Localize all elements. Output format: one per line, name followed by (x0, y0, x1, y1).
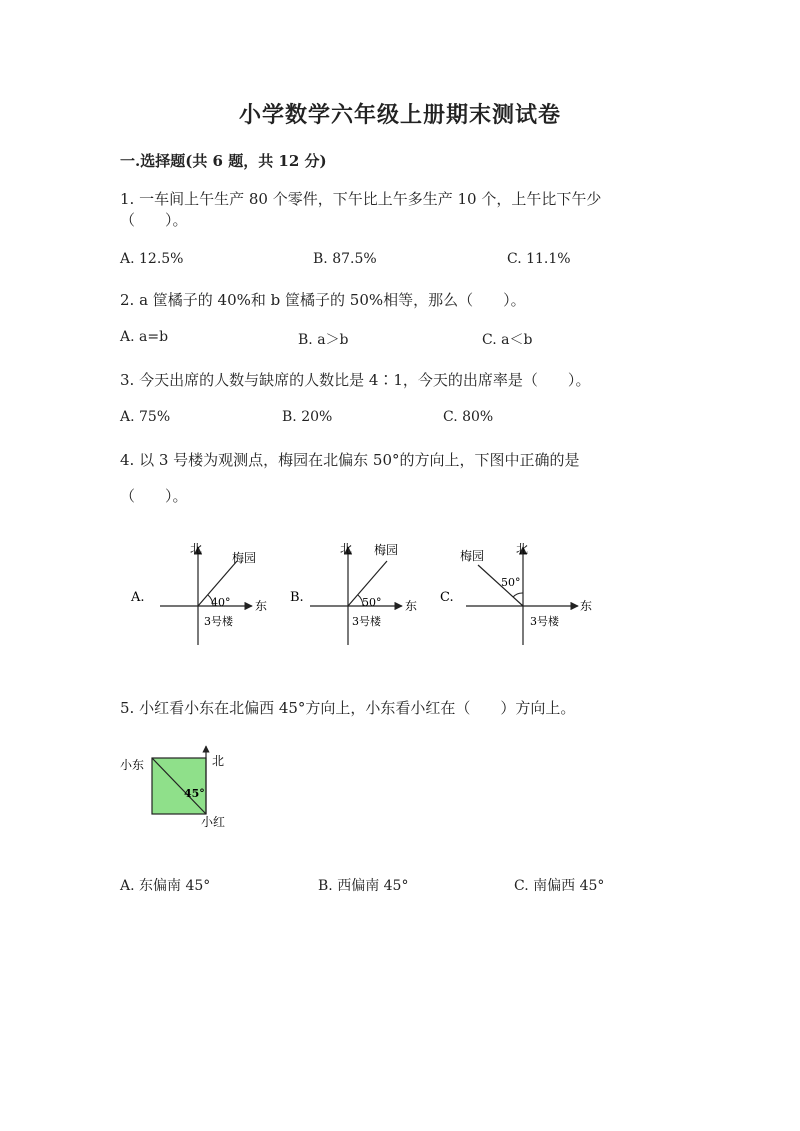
q3-option-b: B. 20% (282, 409, 333, 425)
question-1-text-cont: （ ）。 (120, 211, 188, 229)
question-3-text: 3. 今天出席的人数与缺席的人数比是 4∶1，今天的出席率是（ ）。 (120, 371, 591, 389)
diagram-a-label: A. (131, 590, 145, 605)
xiaohong-label: 小红 (201, 815, 226, 829)
section-heading: 一.选择题(共 6 题，共 12 分) (120, 152, 327, 170)
origin-label: 3号楼 (530, 615, 559, 628)
question-1-text: 1. 一车间上午生产 80 个零件，下午比上午多生产 10 个，上午比下午少 (120, 190, 602, 208)
east-label: 东 (580, 599, 593, 613)
diagram-a (130, 542, 267, 645)
q2-option-c: C. a＜b (482, 332, 533, 348)
target-label: 梅园 (232, 551, 257, 565)
question-2-text: 2. a 筐橘子的 40%和 b 筐橘子的 50%相等，那么（ ）。 (120, 291, 526, 309)
angle-label: 45° (184, 787, 205, 800)
question-4-text: 4. 以 3 号楼为观测点，梅园在北偏东 50°的方向上，下图中正确的是 (120, 451, 580, 469)
diagram-c (440, 542, 592, 645)
origin-label: 3号楼 (204, 615, 233, 628)
diagram-b (290, 542, 417, 645)
q1-option-c: C. 11.1% (507, 251, 571, 267)
angle-label: 50° (362, 596, 382, 609)
q5-option-c: C. 南偏西 45° (514, 878, 605, 894)
q5-diagram (118, 742, 243, 830)
north-label: 北 (340, 542, 353, 556)
target-label: 梅园 (374, 543, 399, 557)
angle-label: 50° (501, 576, 521, 589)
q1-option-b: B. 87.5% (313, 251, 377, 267)
angle-label: 40° (211, 596, 231, 609)
q5-option-b: B. 西偏南 45° (318, 878, 409, 894)
question-4-text-cont: （ ）。 (120, 487, 188, 505)
angle-arc (513, 593, 523, 597)
north-label: 北 (190, 542, 203, 556)
question-5-text: 5. 小红看小东在北偏西 45°方向上，小东看小红在（ ）方向上。 (120, 699, 576, 717)
direction-diagrams (120, 535, 600, 650)
east-label: 东 (255, 599, 268, 613)
page-title: 小学数学六年级上册期末测试卷 (238, 102, 561, 128)
north-label: 北 (516, 542, 529, 556)
origin-label: 3号楼 (352, 615, 381, 628)
target-label: 梅园 (460, 549, 485, 563)
q2-option-b: B. a＞b (298, 332, 349, 348)
diagram-c-label: C. (440, 590, 454, 605)
q2-option-a: A. a=b (120, 329, 169, 345)
east-label: 东 (405, 599, 418, 613)
q5-option-a: A. 东偏南 45° (120, 878, 211, 894)
q3-option-a: A. 75% (120, 409, 171, 425)
diagram-b-label: B. (290, 590, 304, 605)
north-label: 北 (212, 754, 225, 768)
q3-option-c: C. 80% (443, 409, 494, 425)
q1-option-a: A. 12.5% (120, 251, 184, 267)
xiaodong-label: 小东 (120, 758, 145, 772)
